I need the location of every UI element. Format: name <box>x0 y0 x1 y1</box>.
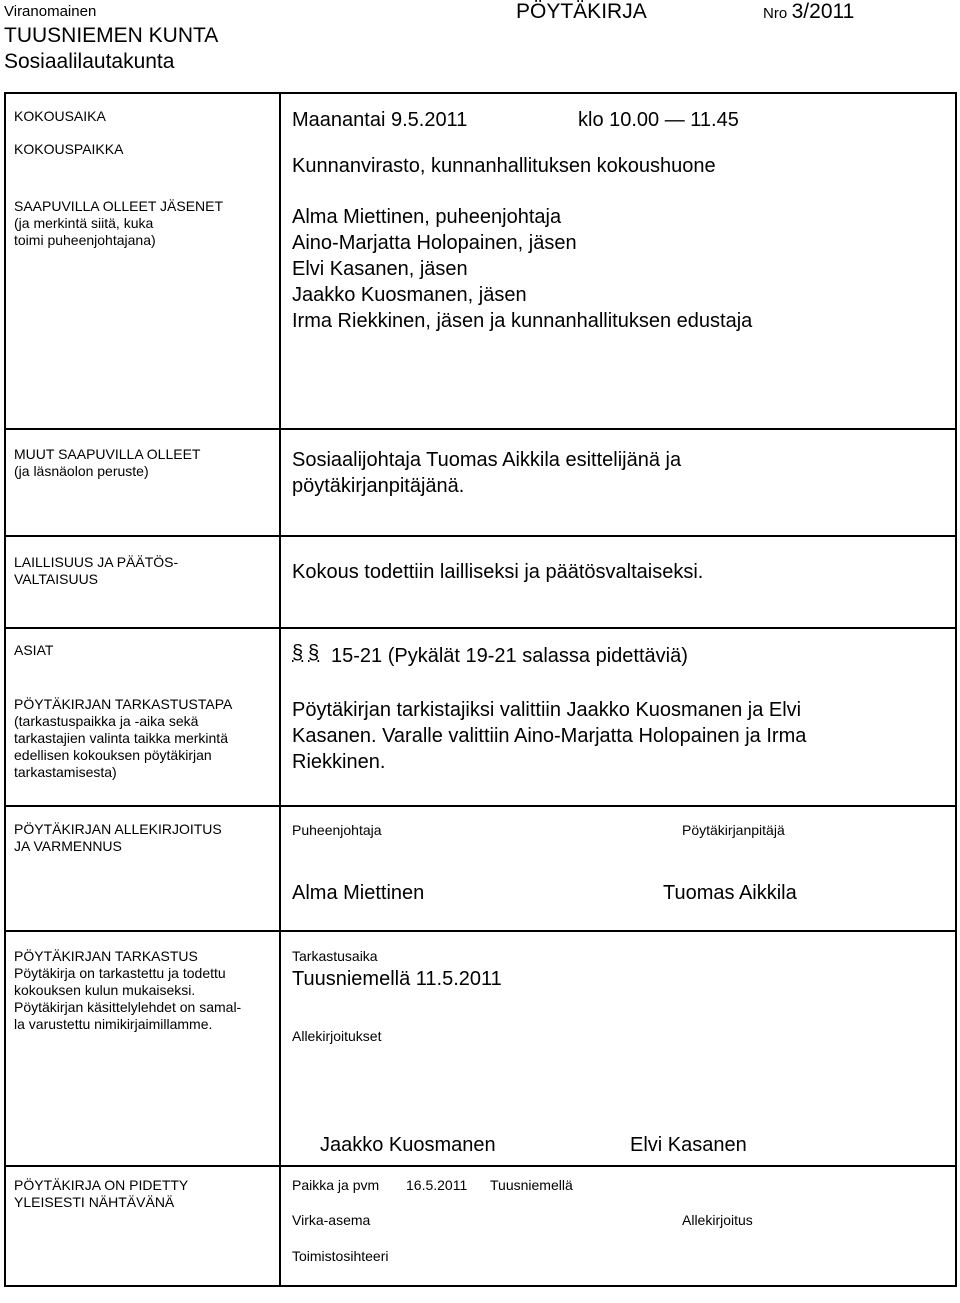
municipality-name: TUUSNIEMEN KUNTA <box>4 24 219 47</box>
review-time-label: Tarkastusaika <box>292 948 378 964</box>
signature-label: Allekirjoitus <box>682 1212 753 1228</box>
review-label-line: Pöytäkirjan käsittelylehdet on samal- <box>14 999 242 1015</box>
legality-value: Kokous todettiin lailliseksi ja päätösvaltaiseksi. <box>292 561 704 583</box>
table-bottom-border <box>4 1285 957 1287</box>
review-label-line: PÖYTÄKIRJAN TARKASTUS <box>14 948 198 964</box>
section-sign-icon: § <box>308 642 320 664</box>
number-value: 3/2011 <box>791 0 855 23</box>
position-label: Virka-asema <box>292 1212 371 1228</box>
review-method-value <box>292 697 806 775</box>
signatures-label <box>14 821 222 855</box>
public-display-label-line: PÖYTÄKIRJA ON PIDETTY <box>14 1177 189 1193</box>
display-place: Tuusniemellä <box>490 1177 573 1193</box>
members-label-line: (ja merkintä siitä, kuka <box>14 215 154 231</box>
signatures-label-line: JA VARMENNUS <box>14 838 122 854</box>
public-display-label-line: YLEISESTI NÄHTÄVÄNÄ <box>14 1194 175 1210</box>
items-label: ASIAT <box>14 642 54 658</box>
review-label <box>14 948 241 1033</box>
meeting-place-label: KOKOUSPAIKKA <box>14 141 124 157</box>
reviewer-2-name: Elvi Kasanen <box>630 1134 747 1156</box>
number-label: Nro <box>763 5 788 22</box>
others-label <box>14 446 200 480</box>
row-separator <box>4 930 957 932</box>
public-display-label <box>14 1177 188 1211</box>
signatures-label-line: PÖYTÄKIRJAN ALLEKIRJOITUS <box>14 821 222 837</box>
row-separator <box>4 1165 957 1167</box>
members-list <box>292 204 752 334</box>
review-method-label <box>14 696 232 781</box>
reviewer-1-name: Jaakko Kuosmanen <box>320 1134 496 1156</box>
meeting-place-value: Kunnanvirasto, kunnanhallituksen kokoushuone <box>292 155 716 177</box>
table-left-border <box>4 92 6 1287</box>
review-signatures-label: Allekirjoitukset <box>292 1028 382 1044</box>
board-name: Sosiaalilautakunta <box>4 50 175 73</box>
secretary-name: Tuomas Aikkila <box>663 882 797 904</box>
review-method-label-line: edellisen kokouksen pöytäkirjan <box>14 747 212 763</box>
authority-label: Viranomainen <box>4 3 97 20</box>
review-method-value-line: Riekkinen. <box>292 751 386 773</box>
members-label <box>14 198 223 249</box>
others-value-line: Sosiaalijohtaja Tuomas Aikkila esittelijänä ja <box>292 449 682 471</box>
member-item: Jaakko Kuosmanen, jäsen <box>292 284 527 306</box>
others-label-line: MUUT SAAPUVILLA OLLEET <box>14 446 201 462</box>
review-time-value: Tuusniemellä 11.5.2011 <box>292 968 502 990</box>
legality-label-line: LAILLISUUS JA PÄÄTÖS- <box>14 554 179 570</box>
legality-label <box>14 554 178 588</box>
document-number <box>763 0 854 24</box>
display-date: 16.5.2011 <box>406 1177 468 1193</box>
document-type: PÖYTÄKIRJA <box>516 0 647 23</box>
review-method-label-line: (tarkastuspaikka ja -aika sekä <box>14 713 199 729</box>
row-separator <box>4 428 957 430</box>
member-item: Irma Riekkinen, jäsen ja kunnanhallituksen edustaja <box>292 310 753 332</box>
others-value <box>292 447 681 499</box>
items-value: 15-21 (Pykälät 19-21 salassa pidettäviä) <box>331 645 688 667</box>
secretary-title: Pöytäkirjanpitäjä <box>682 822 785 838</box>
members-label-line: SAAPUVILLA OLLEET JÄSENET <box>14 198 224 214</box>
member-item: Alma Miettinen, puheenjohtaja <box>292 206 562 228</box>
review-label-line: Pöytäkirja on tarkastettu ja todettu <box>14 965 226 981</box>
table-top-border <box>4 92 957 94</box>
others-value-line: pöytäkirjanpitäjänä. <box>292 475 465 497</box>
review-method-value-line: Pöytäkirjan tarkistajiksi valittiin Jaakko Kuosmanen ja Elvi <box>292 699 802 721</box>
review-method-value-line: Kasanen. Varalle valittiin Aino-Marjatta Holopainen ja Irma <box>292 725 807 747</box>
chair-name: Alma Miettinen <box>292 882 425 904</box>
review-method-label-line: PÖYTÄKIRJAN TARKASTUSTAPA <box>14 696 233 712</box>
office-position: Toimistosihteeri <box>292 1248 389 1264</box>
meeting-time-label: KOKOUSAIKA <box>14 108 106 124</box>
legality-label-line: VALTAISUUS <box>14 571 99 587</box>
review-method-label-line: tarkastajien valinta taikka merkintä <box>14 730 228 746</box>
row-separator <box>4 805 957 807</box>
review-label-line: kokouksen kulun mukaiseksi. <box>14 982 196 998</box>
row-separator <box>4 627 957 629</box>
member-item: Elvi Kasanen, jäsen <box>292 258 468 280</box>
meeting-hours: klo 10.00 — 11.45 <box>578 109 739 131</box>
members-label-line: toimi puheenjohtajana) <box>14 232 156 248</box>
section-sign-icon: § <box>292 642 304 664</box>
others-label-line: (ja läsnäolon peruste) <box>14 463 149 479</box>
row-separator <box>4 535 957 537</box>
review-method-label-line: tarkastamisesta) <box>14 764 117 780</box>
place-date-label: Paikka ja pvm <box>292 1177 380 1193</box>
table-right-border <box>955 92 957 1287</box>
meeting-date: Maanantai 9.5.2011 <box>292 109 468 131</box>
table-column-divider <box>279 92 281 1287</box>
chair-title: Puheenjohtaja <box>292 822 382 838</box>
review-label-line: la varustettu nimikirjaimillamme. <box>14 1016 213 1032</box>
member-item: Aino-Marjatta Holopainen, jäsen <box>292 232 577 254</box>
